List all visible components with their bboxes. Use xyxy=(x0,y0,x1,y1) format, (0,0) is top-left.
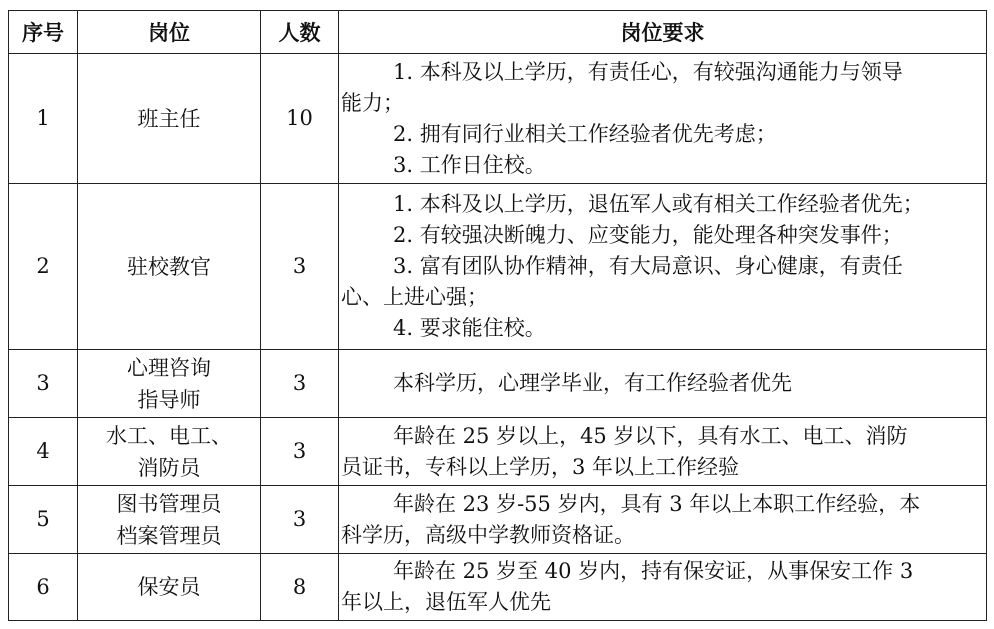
row-position xyxy=(78,418,261,486)
row-count: 10 xyxy=(261,54,339,184)
requirement-line: 年龄在 25 岁以上，45 岁以下，具有水工、电工、消防 xyxy=(393,423,908,448)
table-row xyxy=(9,54,987,184)
row-position xyxy=(78,554,261,621)
requirement-line: 能力； xyxy=(341,90,404,115)
position-line: 消防员 xyxy=(137,455,201,480)
position-line: 水工、电工、 xyxy=(106,423,232,448)
row-requirements xyxy=(339,554,987,621)
requirement-line: 科学历，高级中学教师资格证。 xyxy=(341,522,635,547)
position-line: 驻校教官 xyxy=(127,254,211,279)
requirement-line: 年以上，退伍军人优先 xyxy=(341,590,551,614)
row-no: 3 xyxy=(9,350,78,418)
position-line: 图书管理员 xyxy=(116,491,222,516)
row-position xyxy=(78,486,261,554)
table-row xyxy=(9,486,987,554)
table-row xyxy=(9,418,987,486)
row-requirements xyxy=(339,184,987,350)
row-position xyxy=(78,184,261,350)
requirement-line: 1. 本科及以上学历，退伍军人或有相关工作经验者优先； xyxy=(393,192,924,216)
requirement-line: 2. 拥有同行业相关工作经验者优先考虑； xyxy=(393,121,777,146)
position-line: 心理咨询 xyxy=(127,355,211,380)
requirement-line: 4. 要求能住校。 xyxy=(393,316,546,340)
row-requirements xyxy=(339,486,987,554)
header-count: 人数 xyxy=(261,11,339,54)
table-row xyxy=(9,184,987,350)
requirement-line: 年龄在 23 岁-55 岁内，具有 3 年以上本职工作经验，本 xyxy=(393,491,921,516)
requirement-line: 年龄在 25 岁至 40 岁内，持有保安证，从事保安工作 3 xyxy=(393,559,914,583)
row-no: 4 xyxy=(9,418,78,486)
header-requirements: 岗位要求 xyxy=(339,11,987,54)
row-no: 2 xyxy=(9,184,78,350)
row-requirements xyxy=(339,54,987,184)
row-no: 6 xyxy=(9,554,78,621)
row-no: 5 xyxy=(9,486,78,554)
header-no: 序号 xyxy=(9,11,78,54)
requirement-line: 3. 富有团队协作精神，有大局意识、身心健康，有责任 xyxy=(393,254,903,278)
position-line: 班主任 xyxy=(137,106,201,131)
position-line: 指导师 xyxy=(137,387,201,412)
requirement-line: 1. 本科及以上学历，有责任心，有较强沟通能力与领导 xyxy=(393,59,903,84)
row-count: 3 xyxy=(261,184,339,350)
requirement-line: 3. 工作日住校。 xyxy=(393,152,546,177)
table-body xyxy=(9,54,987,621)
table-row xyxy=(9,350,987,418)
requirement-line: 员证书，专科以上学历，3 年以上工作经验 xyxy=(341,454,740,479)
row-position xyxy=(78,350,261,418)
requirement-line: 本科学历，心理学毕业，有工作经验者优先 xyxy=(393,371,792,395)
row-no: 1 xyxy=(9,54,78,184)
position-line: 档案管理员 xyxy=(116,523,222,548)
position-line: 保安员 xyxy=(137,575,201,599)
row-position xyxy=(78,54,261,184)
requirement-line: 2. 有较强决断魄力、应变能力，能处理各种突发事件； xyxy=(393,223,903,247)
row-requirements xyxy=(339,350,987,418)
table-row xyxy=(9,554,987,621)
header-position: 岗位 xyxy=(78,11,261,54)
row-count: 3 xyxy=(261,486,339,554)
recruitment-table xyxy=(8,10,987,621)
row-count: 3 xyxy=(261,418,339,486)
requirement-line: 心、上进心强； xyxy=(341,285,488,309)
row-requirements xyxy=(339,418,987,486)
row-count: 8 xyxy=(261,554,339,621)
row-count: 3 xyxy=(261,350,339,418)
header-row xyxy=(9,11,987,54)
